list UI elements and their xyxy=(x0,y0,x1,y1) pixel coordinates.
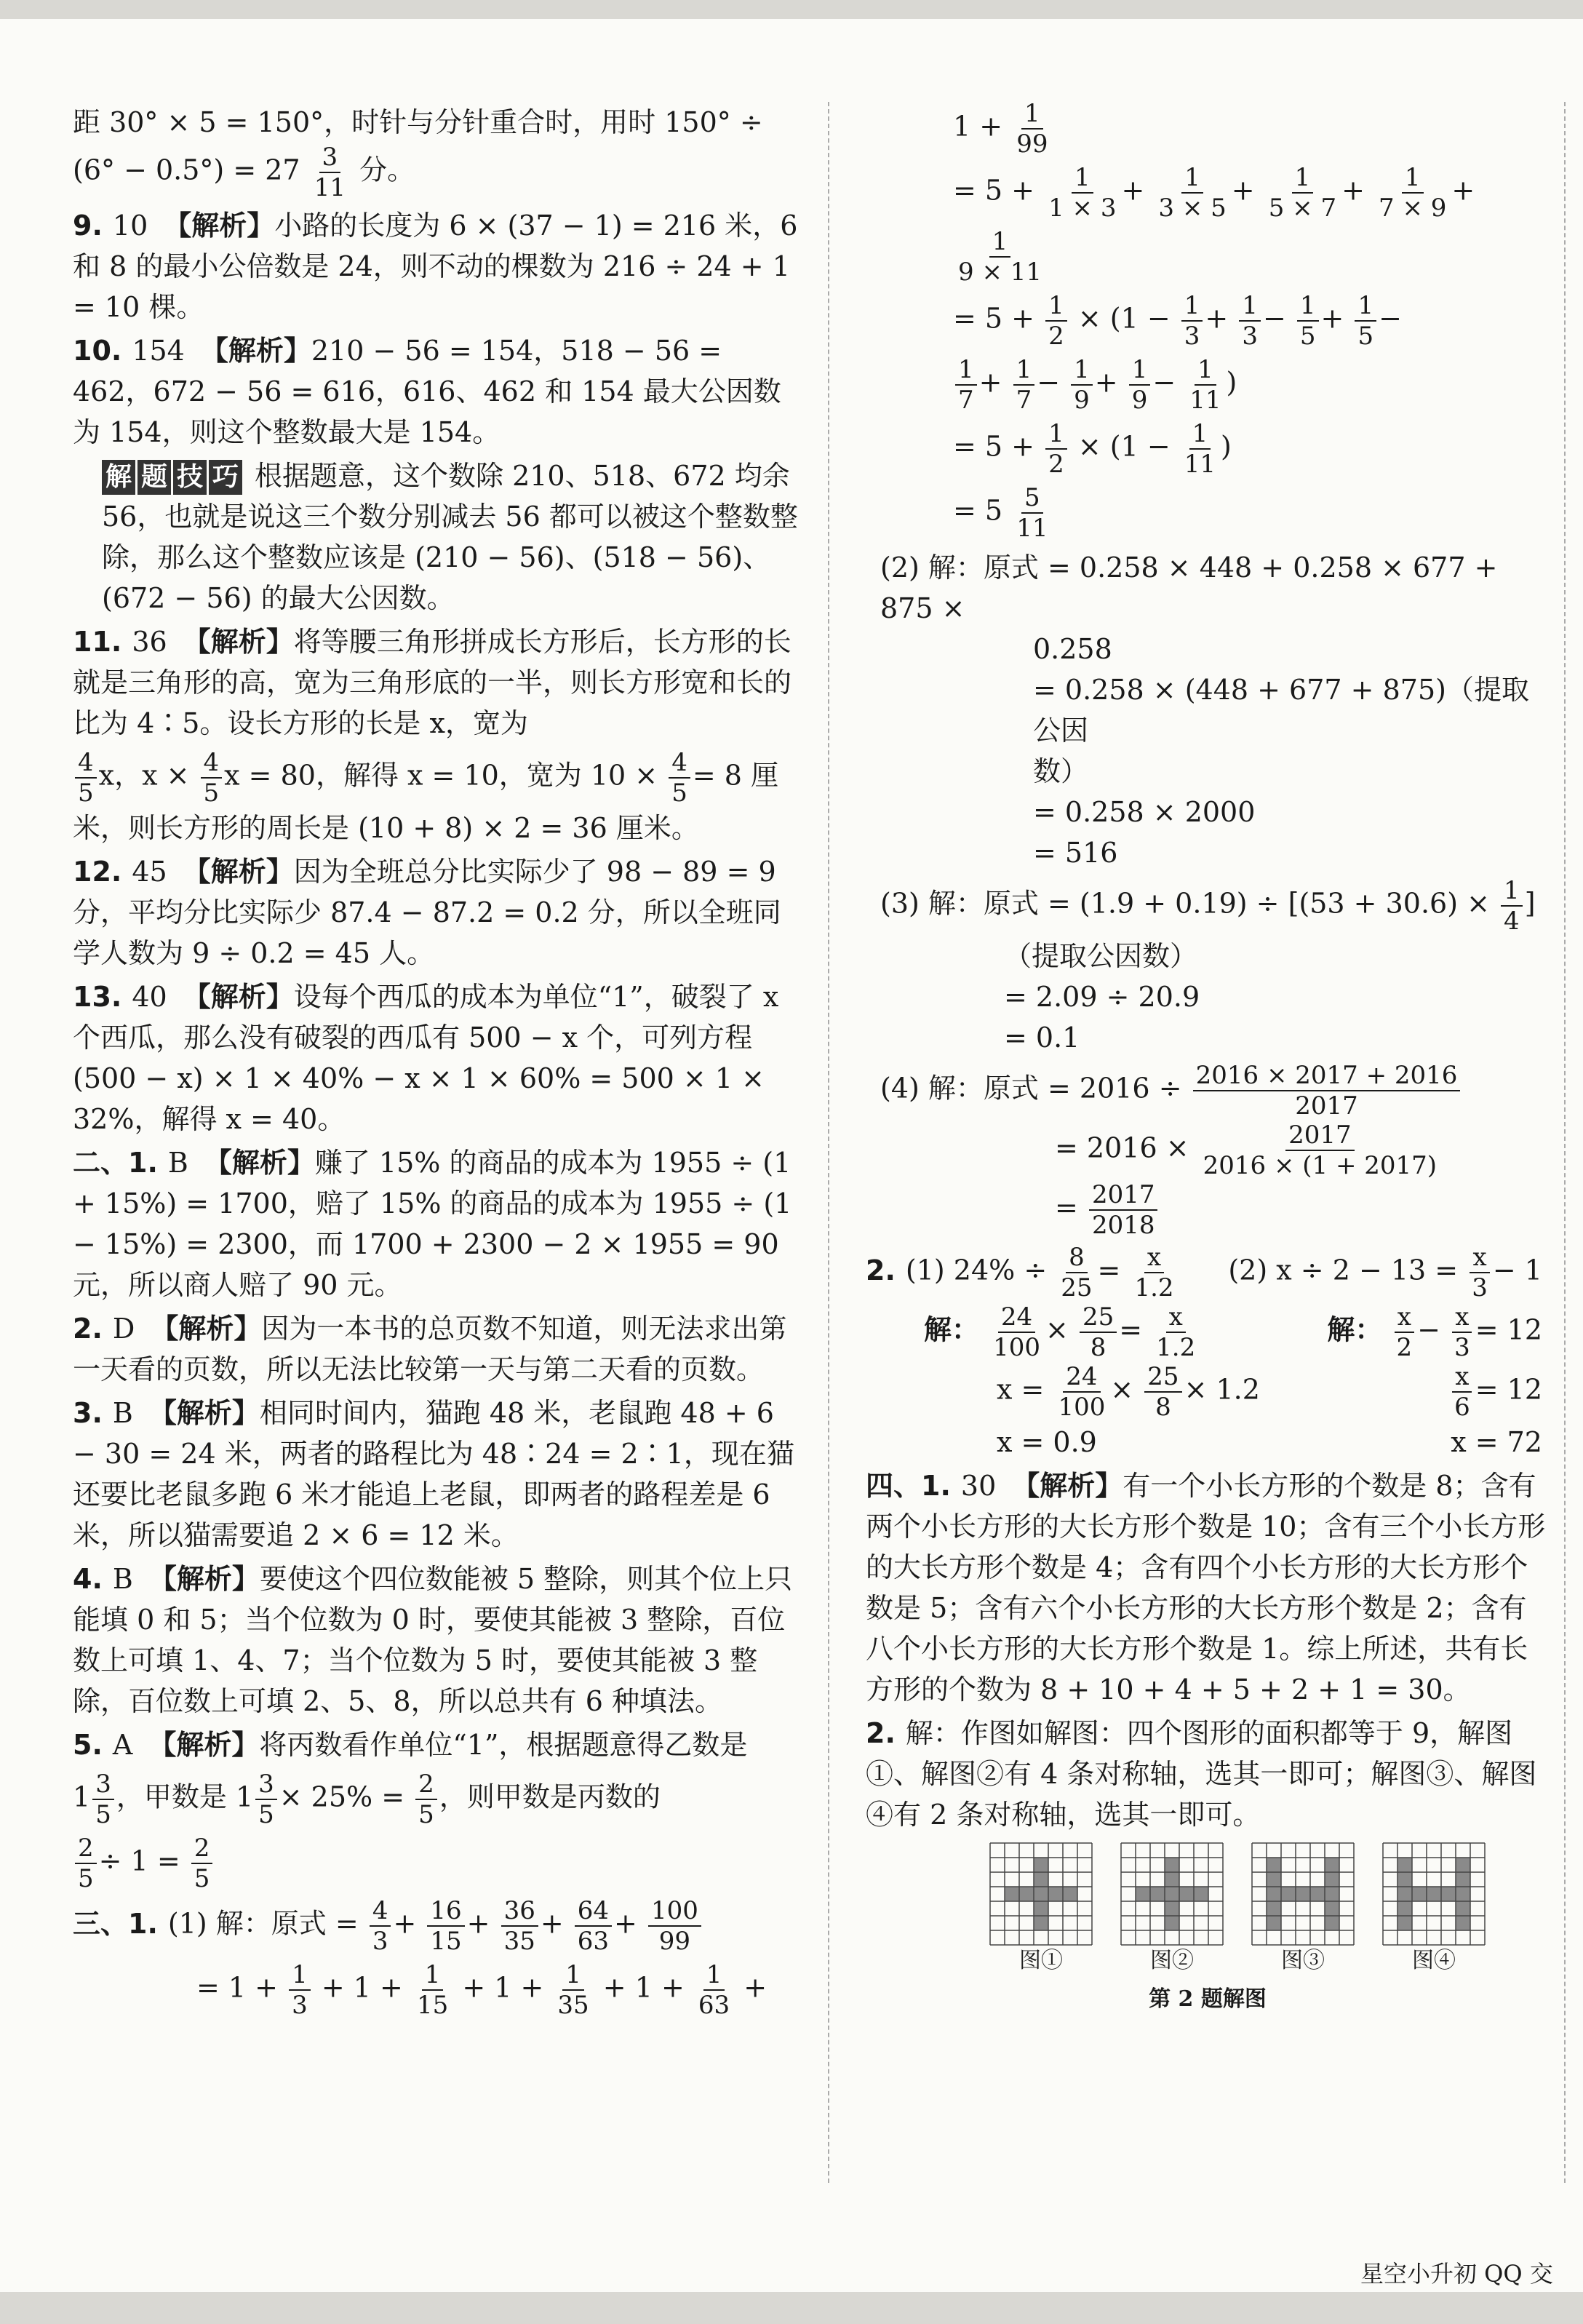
fraction: $\frac{100}{99}$ xyxy=(648,1896,701,1956)
calc-line-2 xyxy=(866,227,1550,287)
fraction: $\frac{4}{5}$ xyxy=(669,748,690,808)
filled-cell xyxy=(1325,1887,1339,1901)
fraction: $\frac{1}{15}$ xyxy=(416,1960,449,2020)
filled-cell xyxy=(1165,1887,1179,1901)
filled-cell xyxy=(1034,1887,1048,1901)
eq-line-1: 2. (1) 24% ÷ $\frac{8}{25}$ = $\frac{x}{1.2}$ (2) x ÷ 2 − 13 = $\frac{x}{3}$ − 1 xyxy=(866,1243,1542,1302)
filled-cell xyxy=(1136,1887,1150,1901)
filled-cell xyxy=(1412,1887,1427,1901)
eq-line-4: x = 0.9 x = 72 xyxy=(997,1426,1542,1458)
column-divider xyxy=(828,102,829,2183)
fraction: $\frac{4}{5}$ xyxy=(75,748,97,808)
fraction: $\frac{2017}{2016 \times (1 + 2017)}$ xyxy=(1203,1121,1438,1180)
intro-continuation xyxy=(73,102,800,202)
fraction: $\frac{1}{4}$ xyxy=(1501,876,1523,936)
fraction: $\frac{1}{3}$ xyxy=(1181,291,1203,351)
filled-cell xyxy=(1325,1916,1339,1930)
filled-cell xyxy=(1034,1872,1048,1887)
fraction: $\frac{64}{63}$ xyxy=(575,1896,612,1956)
filled-cell xyxy=(1281,1887,1296,1901)
fraction: $\frac{24}{100}$ xyxy=(1058,1362,1106,1422)
right-margin-rule xyxy=(1564,102,1566,2183)
fraction: $\frac{1}{9}$ xyxy=(1129,355,1151,415)
filled-cell xyxy=(1034,1916,1048,1930)
fraction: $\frac{x}{1.2}$ xyxy=(1134,1243,1174,1302)
section2-question-4: 4. B 【解析】要使这个四位数能被 5 整除，则其个位上只能填 0 和 5；当个位数为 0 时，要使其能被 3 整除，百位数上可填 1、4、7；当个位数为 5 时，要使其能被 3 整除，百位数上可填 2、5、8，所以总共有 6 种填法。 xyxy=(73,1563,793,1717)
figure-1: 图① xyxy=(989,1842,1093,1976)
filled-cell xyxy=(1165,1858,1179,1872)
solution-figures xyxy=(866,1842,1550,1976)
filled-cell xyxy=(1165,1916,1179,1930)
q5-result-line: $\frac{2}{5}$ ÷ 1 = $\frac{2}{5}$ xyxy=(73,1834,800,1893)
section4-question-1: 四、1. 30 【解析】有一个小长方形的个数是 8；含有两个小长方形的大长方形个数是 10；含有三个小长方形的大长方形个数是 4；含有四个小长方形的大长方形个数是 5；含有六个小长方形的大长方形个数是 2；含有八个小长方形的大长方形个数是 1。综上所述，共有长方形的个数为 8 + 10 + 4 + 5 + 2 + 1 = 30。 xyxy=(866,1470,1546,1706)
question-11: 11. 36 【解析】将等腰三角形拼成长方形后，长方形的长就是三角形的高，宽为三角形底的一半，则长方形宽和长的比为 4∶5。设长方形的长是 x，宽为 $\frac{4}{5}$ x，x × $\frac{4}{5}$ x = 80，解得 x = 10，宽为 10 × $\frac{4}{5}$ = 8 厘米，则长方形的周长是 (10 + 8) × 2 = 36 厘米。 xyxy=(73,621,800,848)
fraction: $\frac{2}{5}$ xyxy=(191,1834,213,1893)
fraction: $\frac{5}{11}$ xyxy=(1016,483,1048,543)
q5-fraction-line: 1 $\frac{3}{5}$ ，甲数是 1 $\frac{3}{5}$ × 25% = $\frac{2}{5}$ ，则甲数是丙数的 xyxy=(73,1770,661,1829)
calc-line-4: $\frac{1}{7}$ + $\frac{1}{7}$ − $\frac{1}{9}$ + $\frac{1}{9}$ − $\frac{1}{11}$ ) xyxy=(866,355,1550,415)
fraction: $\frac{24}{100}$ xyxy=(993,1302,1041,1362)
fraction: $\frac{2}{5}$ xyxy=(415,1770,437,1829)
filled-cell xyxy=(1267,1887,1281,1901)
filled-cell xyxy=(1310,1887,1325,1901)
figure-4: 图④ xyxy=(1382,1842,1486,1976)
filled-cell xyxy=(1397,1916,1412,1930)
fraction: $\frac{1}{3}$ xyxy=(1239,291,1261,351)
figure-caption: 第 2 题解图 xyxy=(1149,1986,1267,2012)
fraction: $\frac{x}{3}$ xyxy=(1451,1302,1473,1362)
section2-question-1: 二、1. B 【解析】赚了 15% 的商品的成本为 1955 ÷ (1 + 15%) = 1700，赔了 15% 的商品的成本为 1955 ÷ (1 − 15%) = 2300，而 1700 + 2300 − 2 × 1955 = 90 元，所以商人赔了 90 元。 xyxy=(73,1147,792,1301)
section4-question-2: 2. 解：作图如解图：四个图形的面积都等于 9，解图①、解图②有 4 条对称轴，选其一即可；解图③、解图④有 2 条对称轴，选其一即可。 xyxy=(866,1717,1537,1831)
calc-line-0: 1 + $\frac{1}{99}$ xyxy=(866,99,1550,159)
filled-cell xyxy=(1456,1872,1470,1887)
filled-cell xyxy=(1267,1916,1281,1930)
fraction: $\frac{2}{5}$ xyxy=(75,1834,97,1893)
fraction: $\frac{1}{5 \times 7}$ xyxy=(1268,163,1337,223)
filled-cell xyxy=(1165,1872,1179,1887)
part-3-line-1: (3) 解：原式 = (1.9 + 0.19) ÷ [(53 + 30.6) × $\frac{1}{4}$ ] xyxy=(880,876,1536,936)
fraction: $\frac{2016 \times 2017 + 2016}{2017}$ xyxy=(1193,1061,1461,1121)
fraction: $\frac{1}{99}$ xyxy=(1016,99,1048,159)
calc-line-3: = 5 + $\frac{1}{2}$ × (1 − $\frac{1}{3}$ + $\frac{1}{3}$ − $\frac{1}{5}$ + $\frac{1}{5}$ − xyxy=(953,291,1402,351)
eq-line-3: x = $\frac{24}{100}$ × $\frac{25}{8}$ × 1.2 $\frac{x}{6}$ = 12 xyxy=(997,1362,1542,1422)
filled-cell xyxy=(1005,1887,1019,1901)
equations-question-2 xyxy=(866,1243,1550,1463)
filled-cell xyxy=(1267,1872,1281,1887)
filled-cell xyxy=(1325,1901,1339,1916)
grid-figure xyxy=(1251,1842,1355,1946)
eq-line-2: 解： $\frac{24}{100}$ × $\frac{25}{8}$ = $\frac{x}{1.2}$ 解： $\frac{x}{2}$ − $\frac{x}{3}$ = 12 xyxy=(924,1302,1542,1362)
filled-cell xyxy=(1048,1887,1063,1901)
fraction: $\frac{16}{15}$ xyxy=(427,1896,464,1956)
fraction: $\frac{1}{3 \times 5}$ xyxy=(1158,163,1227,223)
part-4-line-3: = $\frac{2017}{2018}$ xyxy=(880,1180,1550,1240)
section2-question-5: 5. A 【解析】将丙数看作单位“1”，根据题意得乙数是 1 $\frac{3}{5}$ ，甲数是 1 $\frac{3}{5}$ × 25% = $\frac{2}{5}$ ，则甲数是丙数的 $\frac{2}{5}$ ÷ 1 = $\frac{2}{5}$ xyxy=(73,1724,800,1893)
filled-cell xyxy=(1441,1887,1456,1901)
right-column xyxy=(866,95,1550,2229)
intro-line-2: (6° − 0.5°) = 27 $\frac{3}{11}$ 分。 xyxy=(73,143,415,202)
filled-cell xyxy=(1034,1901,1048,1916)
calc-line-5: = 5 + $\frac{1}{2}$ × (1 − $\frac{1}{11}$ ) xyxy=(953,419,1232,479)
filled-cell xyxy=(1325,1858,1339,1872)
intro-line-1: 距 30° × 5 = 150°，时针与分针重合时，用时 150° ÷ xyxy=(73,106,763,138)
page-footer: 星空小升初 QQ 交 xyxy=(1360,2260,1553,2288)
fraction: $\frac{3}{11}$ xyxy=(314,143,346,202)
filled-cell xyxy=(1150,1887,1165,1901)
fraction: $\frac{36}{35}$ xyxy=(501,1896,538,1956)
section2-question-2: 2. D 【解析】因为一本书的总页数不知道，则无法求出第一天看的页数，所以无法比较第一天与第二天看的页数。 xyxy=(73,1313,787,1385)
filled-cell xyxy=(1397,1872,1412,1887)
fraction: $\frac{x}{2}$ xyxy=(1394,1302,1416,1362)
filled-cell xyxy=(1019,1887,1034,1901)
fraction: $\frac{1}{5}$ xyxy=(1355,291,1376,351)
filled-cell xyxy=(1034,1858,1048,1872)
filled-cell xyxy=(1456,1887,1470,1901)
filled-cell xyxy=(1267,1901,1281,1916)
left-column xyxy=(73,102,800,2229)
fraction: $\frac{2017}{2018}$ xyxy=(1089,1180,1158,1240)
grid-figure xyxy=(1382,1842,1486,1946)
filled-cell xyxy=(1456,1901,1470,1916)
fraction: $\frac{1}{9}$ xyxy=(1071,355,1093,415)
filled-cell xyxy=(1427,1887,1441,1901)
fraction: $\frac{x}{3}$ xyxy=(1469,1243,1491,1302)
filled-cell xyxy=(1456,1858,1470,1872)
solving-tip: 解 题 技 巧 根据题意，这个数除 210、518、672 均余 56，也就是说这三个数分别减去 56 都可以被这个整数整除，那么这个整数应该是 (210 − 56)、(518 − 56)、(672 − 56) 的最大公因数。 xyxy=(73,455,800,618)
filled-cell xyxy=(1397,1858,1412,1872)
fraction: $\frac{1}{7}$ xyxy=(955,355,977,415)
fraction: $\frac{1}{2}$ xyxy=(1045,291,1067,351)
filled-cell xyxy=(1179,1887,1194,1901)
calc-line-6: = 5 $\frac{5}{11}$ xyxy=(866,483,1550,543)
fraction: $\frac{25}{8}$ xyxy=(1080,1302,1117,1362)
fraction: $\frac{3}{5}$ xyxy=(92,1770,114,1829)
part-4 xyxy=(866,1061,1550,1240)
part-2: (2) 解：原式 = 0.258 × 448 + 0.258 × 677 + 875 × 0.258 = 0.258 × (448 + 677 + 875)（提取公因 数） = 0.258 × 2000 = 516 xyxy=(880,552,1529,869)
fraction: $\frac{8}{25}$ xyxy=(1061,1243,1093,1302)
fraction: $\frac{1}{2}$ xyxy=(1045,419,1067,479)
filled-cell xyxy=(1063,1887,1077,1901)
question-13: 13. 40 【解析】设每个西瓜的成本为单位“1”，破裂了 x 个西瓜，那么没有破裂的西瓜有 500 − x 个，可列方程 (500 − x) × 1 × 40% − x × 1 × 60% = 500 × 1 × 32%，解得 x = 40。 xyxy=(73,981,779,1135)
filled-cell xyxy=(1456,1916,1470,1930)
fraction: $\frac{4}{5}$ xyxy=(201,748,223,808)
fraction: $\frac{1}{7}$ xyxy=(1013,355,1035,415)
section2-question-3: 3. B 【解析】相同时间内，猫跑 48 米，老鼠跑 48 + 6 − 30 = 24 米，两者的路程比为 48∶24 = 2∶1，现在猫还要比老鼠多跑 6 米才能追上老鼠，即两者的路程差是 6 米，所以猫需要追 2 × 6 = 12 米。 xyxy=(73,1397,794,1551)
fraction: $\frac{x}{1.2}$ xyxy=(1156,1302,1196,1362)
filled-cell xyxy=(1397,1887,1412,1901)
filled-cell xyxy=(1397,1901,1412,1916)
filled-cell xyxy=(1165,1901,1179,1916)
fraction: $\frac{1}{11}$ xyxy=(1189,355,1221,415)
part-4-line-2: = 2016 × $\frac{2017}{2016 \times (1 + 2017)}$ xyxy=(880,1121,1550,1180)
fraction: $\frac{1}{7 \times 9}$ xyxy=(1379,163,1447,223)
filled-cell xyxy=(1296,1887,1310,1901)
figure-2: 图② xyxy=(1120,1842,1224,1976)
fraction: $\frac{25}{8}$ xyxy=(1144,1362,1181,1422)
tip-label: 解 题 技 巧 xyxy=(102,455,244,496)
question-9: 9. 10 【解析】小路的长度为 6 × (37 − 1) = 216 米，6 和 8 的最小公倍数是 24，则不动的棵数为 216 ÷ 24 + 1 = 10 棵。 xyxy=(73,210,798,323)
fraction: $\frac{1}{9 \times 11}$ xyxy=(958,227,1042,287)
fraction: $\frac{3}{5}$ xyxy=(255,1770,277,1829)
fraction: $\frac{1}{35}$ xyxy=(557,1960,589,2020)
calc-line-1: = 5 + $\frac{1}{1 \times 3}$ + $\frac{1}{3 \times 5}$ + $\frac{1}{5 \times 7}$ + $\frac{1}{7 \times 9}$ + xyxy=(953,163,1475,223)
fraction: $\frac{x}{6}$ xyxy=(1451,1362,1473,1422)
part-3: (3) 解：原式 = (1.9 + 0.19) ÷ [(53 + 30.6) × $\frac{1}{4}$ ] （提取公因数） = 2.09 ÷ 20.9 = 0.1 xyxy=(866,876,1550,1058)
grid-figure xyxy=(1120,1842,1224,1946)
part-4-line-1: (4) 解：原式 = 2016 ÷ $\frac{2016 \times 2017 + 2016}{2017}$ xyxy=(880,1061,1550,1121)
question-10: 10. 154 【解析】210 − 56 = 154，518 − 56 = 462，672 − 56 = 616，616、462 和 154 最大公因数为 154，则这个整数最大是 154。 xyxy=(73,335,781,448)
fraction: $\frac{1}{63}$ xyxy=(698,1960,730,2020)
fraction: $\frac{4}{3}$ xyxy=(370,1896,391,1956)
filled-cell xyxy=(1194,1887,1208,1901)
expansion-line: = 1 + $\frac{1}{3}$ + 1 + $\frac{1}{15}$ + 1 + $\frac{1}{35}$ + 1 + $\frac{1}{63}$ + xyxy=(196,1960,767,2020)
fraction: $\frac{1}{3}$ xyxy=(289,1960,311,2020)
fraction: $\frac{1}{5}$ xyxy=(1297,291,1319,351)
section3-question-1: 三、1. (1) 解：原式 = $\frac{4}{3}$ + $\frac{16}{15}$ + $\frac{36}{35}$ + $\frac{64}{63}$ + $\frac{100}{99}$ = 1 + $\frac{1}{3}$ + 1 + $\frac{1}{15}$ + 1 + $\frac{1}{35}$ + 1 + $\frac{1}{63}$ + xyxy=(73,1896,800,2020)
grid-figure xyxy=(989,1842,1093,1946)
q11-fraction-line: $\frac{4}{5}$ x，x × $\frac{4}{5}$ x = 80，解得 x = 10，宽为 10 × $\frac{4}{5}$ = 8 厘米，则长方形的周长是 (10 + 8) × 2 = 36 厘米。 xyxy=(73,748,779,844)
filled-cell xyxy=(1267,1858,1281,1872)
filled-cell xyxy=(1325,1872,1339,1887)
fraction: $\frac{1}{11}$ xyxy=(1184,419,1216,479)
fraction: $\frac{1}{1 \times 3}$ xyxy=(1048,163,1117,223)
figure-3: 图③ xyxy=(1251,1842,1355,1976)
question-12: 12. 45 【解析】因为全班总分比实际少了 98 − 89 = 9 分，平均分比实际少 87.4 − 87.2 = 0.2 分，所以全班同学人数为 9 ÷ 0.2 = 45 人。 xyxy=(73,856,781,969)
